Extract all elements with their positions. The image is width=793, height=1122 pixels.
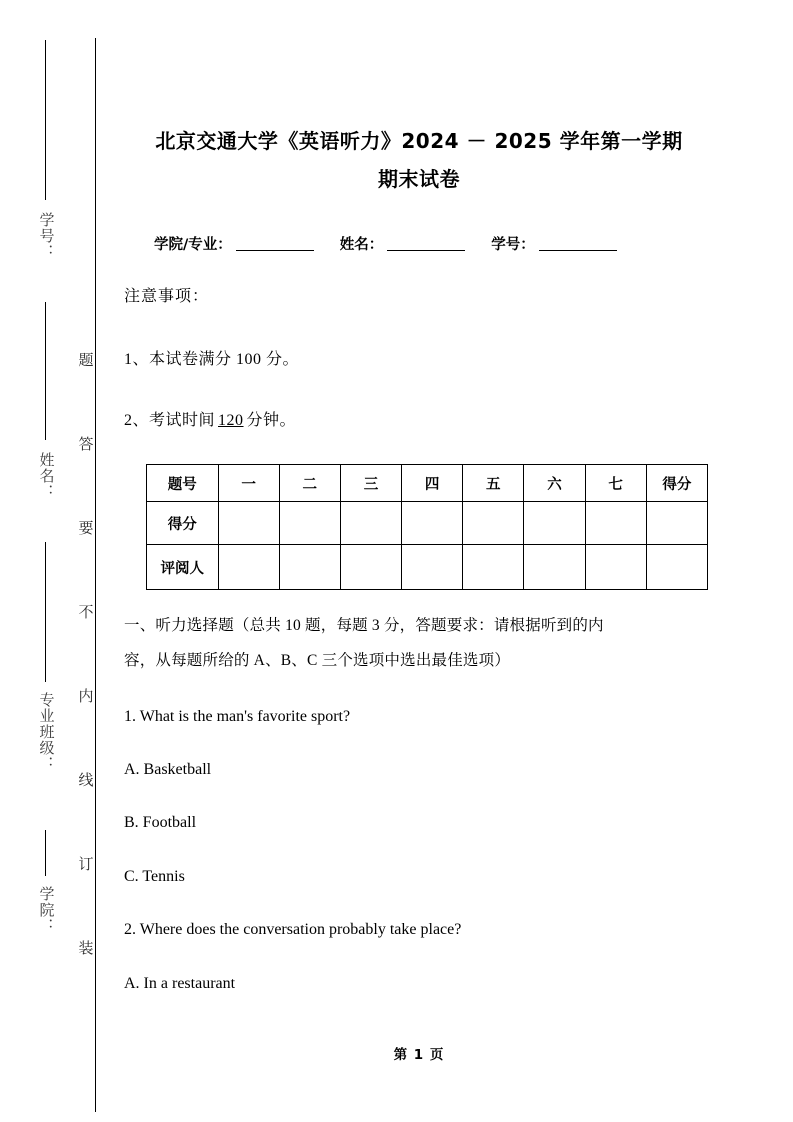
table-header-cell: 一	[218, 465, 279, 502]
table-cell[interactable]	[402, 502, 463, 545]
seal-char: 内	[76, 688, 93, 703]
table-cell[interactable]	[463, 502, 524, 545]
table-row-label: 得分	[147, 502, 219, 545]
question-2-stem: 2. Where does the conversation probably take place?	[124, 921, 462, 938]
table-row-label: 评阅人	[147, 545, 219, 590]
section-heading-line-2: 容，从每题所给的 A、B、C 三个选项中选出最佳选项）	[124, 652, 511, 669]
info-label: 学号：	[37, 212, 54, 260]
seal-line-column	[72, 352, 96, 1024]
question-1-option-c[interactable]: C. Tennis	[124, 868, 185, 885]
exam-duration-value: 120	[218, 412, 244, 429]
table-cell[interactable]	[585, 502, 646, 545]
page-footer: 第 1 页	[393, 1047, 445, 1063]
info-label: 姓名：	[37, 452, 54, 500]
seal-char: 装	[76, 940, 93, 955]
table-header-cell: 四	[402, 465, 463, 502]
table-header-cell: 三	[340, 465, 401, 502]
student-id-blank[interactable]	[539, 250, 617, 251]
table-header-cell: 五	[463, 465, 524, 502]
table-row-header	[147, 465, 708, 502]
table-cell[interactable]	[646, 545, 707, 590]
info-field-xueyuan	[26, 886, 66, 934]
binding-margin	[0, 0, 96, 1122]
table-cell[interactable]	[340, 502, 401, 545]
table-header-cell: 六	[524, 465, 585, 502]
info-field-xingming	[26, 452, 66, 500]
college-major-blank[interactable]	[236, 250, 314, 251]
score-table	[146, 464, 708, 590]
seal-char: 答	[76, 436, 93, 451]
table-cell[interactable]	[463, 545, 524, 590]
question-1-option-a[interactable]: A. Basketball	[124, 761, 212, 778]
notice-heading: 注意事项：	[124, 288, 210, 305]
table-row	[147, 545, 708, 590]
student-id-label: 学号：	[491, 237, 535, 253]
seal-char: 题	[76, 352, 93, 367]
info-label: 专业班级：	[37, 692, 54, 772]
question-1-stem: 1. What is the man's favorite sport?	[124, 708, 351, 725]
notice-item-1-text: 1、本试卷满分 100 分。	[124, 351, 300, 368]
table-cell[interactable]	[340, 545, 401, 590]
seal-char: 线	[76, 772, 93, 787]
table-cell[interactable]	[524, 502, 585, 545]
table-row	[147, 502, 708, 545]
table-header-cell: 二	[279, 465, 340, 502]
info-label: 学院：	[37, 886, 54, 934]
notice-item-2	[124, 407, 296, 430]
student-info-column	[26, 40, 66, 1080]
seal-char: 要	[76, 520, 93, 535]
name-label: 姓名：	[339, 237, 384, 253]
info-rule	[45, 302, 46, 440]
notice-item-2-suffix: 分钟。	[246, 412, 297, 429]
table-header-cell: 得分	[646, 465, 707, 502]
seal-char: 不	[76, 604, 93, 619]
table-header-cell: 题号	[147, 465, 219, 502]
table-header-cell: 七	[585, 465, 646, 502]
table-cell[interactable]	[218, 545, 279, 590]
table-cell[interactable]	[279, 502, 340, 545]
question-1-option-b[interactable]: B. Football	[124, 814, 197, 831]
document-body	[124, 0, 724, 1122]
student-fill-header	[154, 233, 714, 254]
notice-item-1	[124, 346, 299, 369]
question-2-option-a[interactable]: A. In a restaurant	[124, 975, 236, 992]
title-line-1: 北京交通大学《英语听力》2024 － 2025 学年第一学期	[155, 129, 683, 153]
name-blank[interactable]	[387, 250, 465, 251]
table-cell[interactable]	[402, 545, 463, 590]
info-field-xuehao	[26, 212, 66, 260]
info-rule	[45, 542, 46, 682]
table-cell[interactable]	[646, 502, 707, 545]
title-line-2: 期末试卷	[378, 167, 460, 191]
info-rule	[45, 40, 46, 200]
notice-item-2-prefix: 2、考试时间	[124, 412, 216, 429]
table-cell[interactable]	[279, 545, 340, 590]
seal-char: 订	[76, 856, 93, 871]
college-major-label: 学院/专业：	[154, 237, 232, 253]
section-heading-line-1: 一、听力选择题（总共 10 题，每题 3 分，答题要求：请根据听到的内	[124, 617, 604, 634]
table-cell[interactable]	[524, 545, 585, 590]
section-heading	[124, 608, 714, 678]
info-field-zhuanyebanji	[26, 692, 66, 772]
table-cell[interactable]	[218, 502, 279, 545]
info-rule	[45, 830, 46, 876]
table-cell[interactable]	[585, 545, 646, 590]
page-title	[124, 122, 714, 198]
